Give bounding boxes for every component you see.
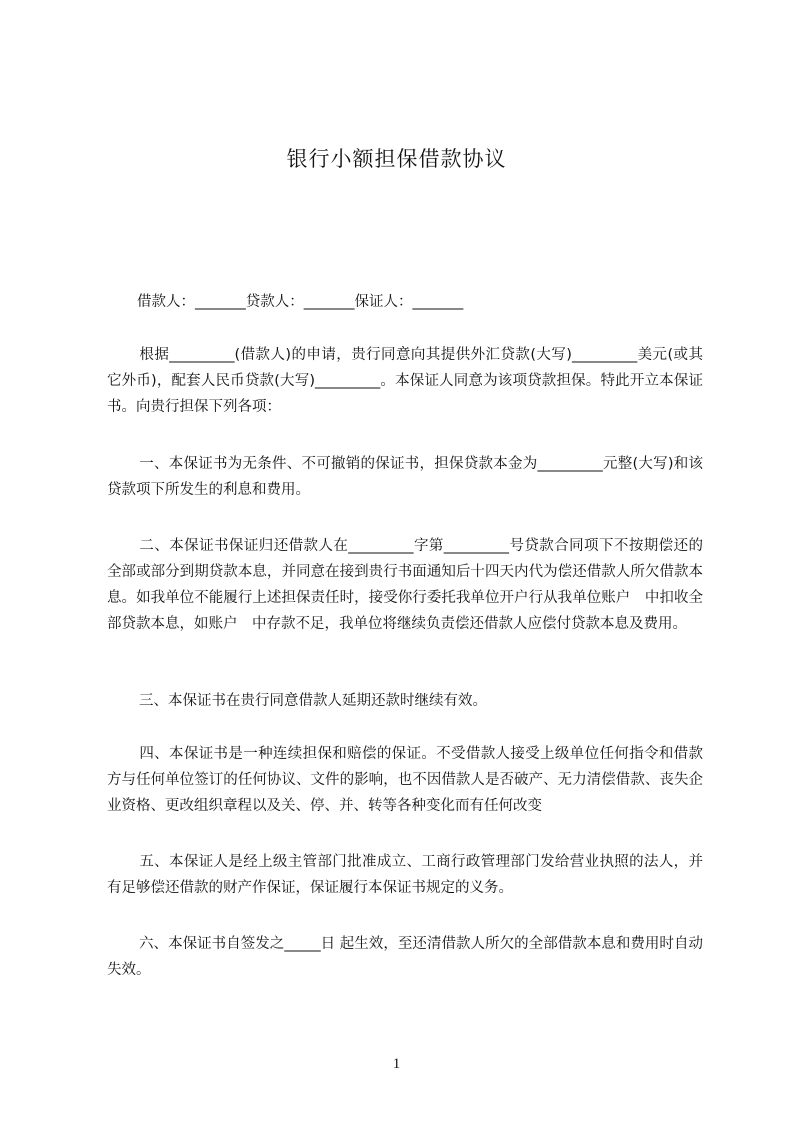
document-title: 银行小额担保借款协议	[286, 147, 507, 171]
paragraph-clause-6	[107, 931, 703, 983]
parties-line: 借款人：_______贷款人：_______保证人：_______	[137, 294, 464, 310]
paragraph-clause-3	[107, 688, 703, 714]
paragraph-clause-5	[107, 849, 703, 901]
paragraph-text: 六、本保证书自签发之_____日 起生效，至还清借款人所欠的全部借款本息和费用时自动失效。	[107, 936, 703, 978]
paragraph-text: 五、本保证人是经上级主管部门批准成立、工商行政管理部门发给营业执照的法人，并有足够偿还借款的财产作保证，保证履行本保证书规定的义务。	[107, 854, 703, 896]
paragraph-text: 二、本保证书保证归还借款人在_________字第_________号贷款合同项下不按期偿还的全部或部分到期贷款本息，并同意在接到贵行书面通知后十四天内代为偿还借款人所欠借款本息。如我单位不能履行上述担保责任时，接受你行委托我单位开户行从我单位账户 中扣收全部贷款本息，如账户 中存款不足，我单位将继续负责偿还借款人应偿付贷款本息及费用。	[107, 538, 703, 632]
page-number: 1	[392, 1056, 401, 1072]
paragraph-clause-1	[107, 451, 703, 503]
paragraph-text: 四、本保证书是一种连续担保和赔偿的保证。不受借款人接受上级单位任何指令和借款方与任何单位签订的任何协议、文件的影响，也不因借款人是否破产、无力清偿借款、丧失企业资格、更改组织章程以及关、停、并、转等各种变化而有任何改变	[107, 746, 703, 814]
paragraph-clause-4	[107, 741, 703, 819]
paragraph-clause-2	[107, 533, 703, 637]
paragraph-text: 一、本保证书为无条件、不可撤销的保证书，担保贷款本金为_________元整(大写)和该贷款项下所发生的利息和费用。	[107, 456, 703, 498]
paragraph-text: 根据_________(借款人)的申请，贵行同意向其提供外汇贷款(大写)_________美元(或其它外币)，配套人民币贷款(大写)_________。本保证人同意为该项贷款担保。特此开立本保证书。向贵行担保下列各项：	[107, 347, 703, 415]
paragraph-text: 三、本保证书在贵行同意借款人延期还款时继续有效。	[139, 693, 487, 709]
paragraph-application	[107, 342, 703, 420]
